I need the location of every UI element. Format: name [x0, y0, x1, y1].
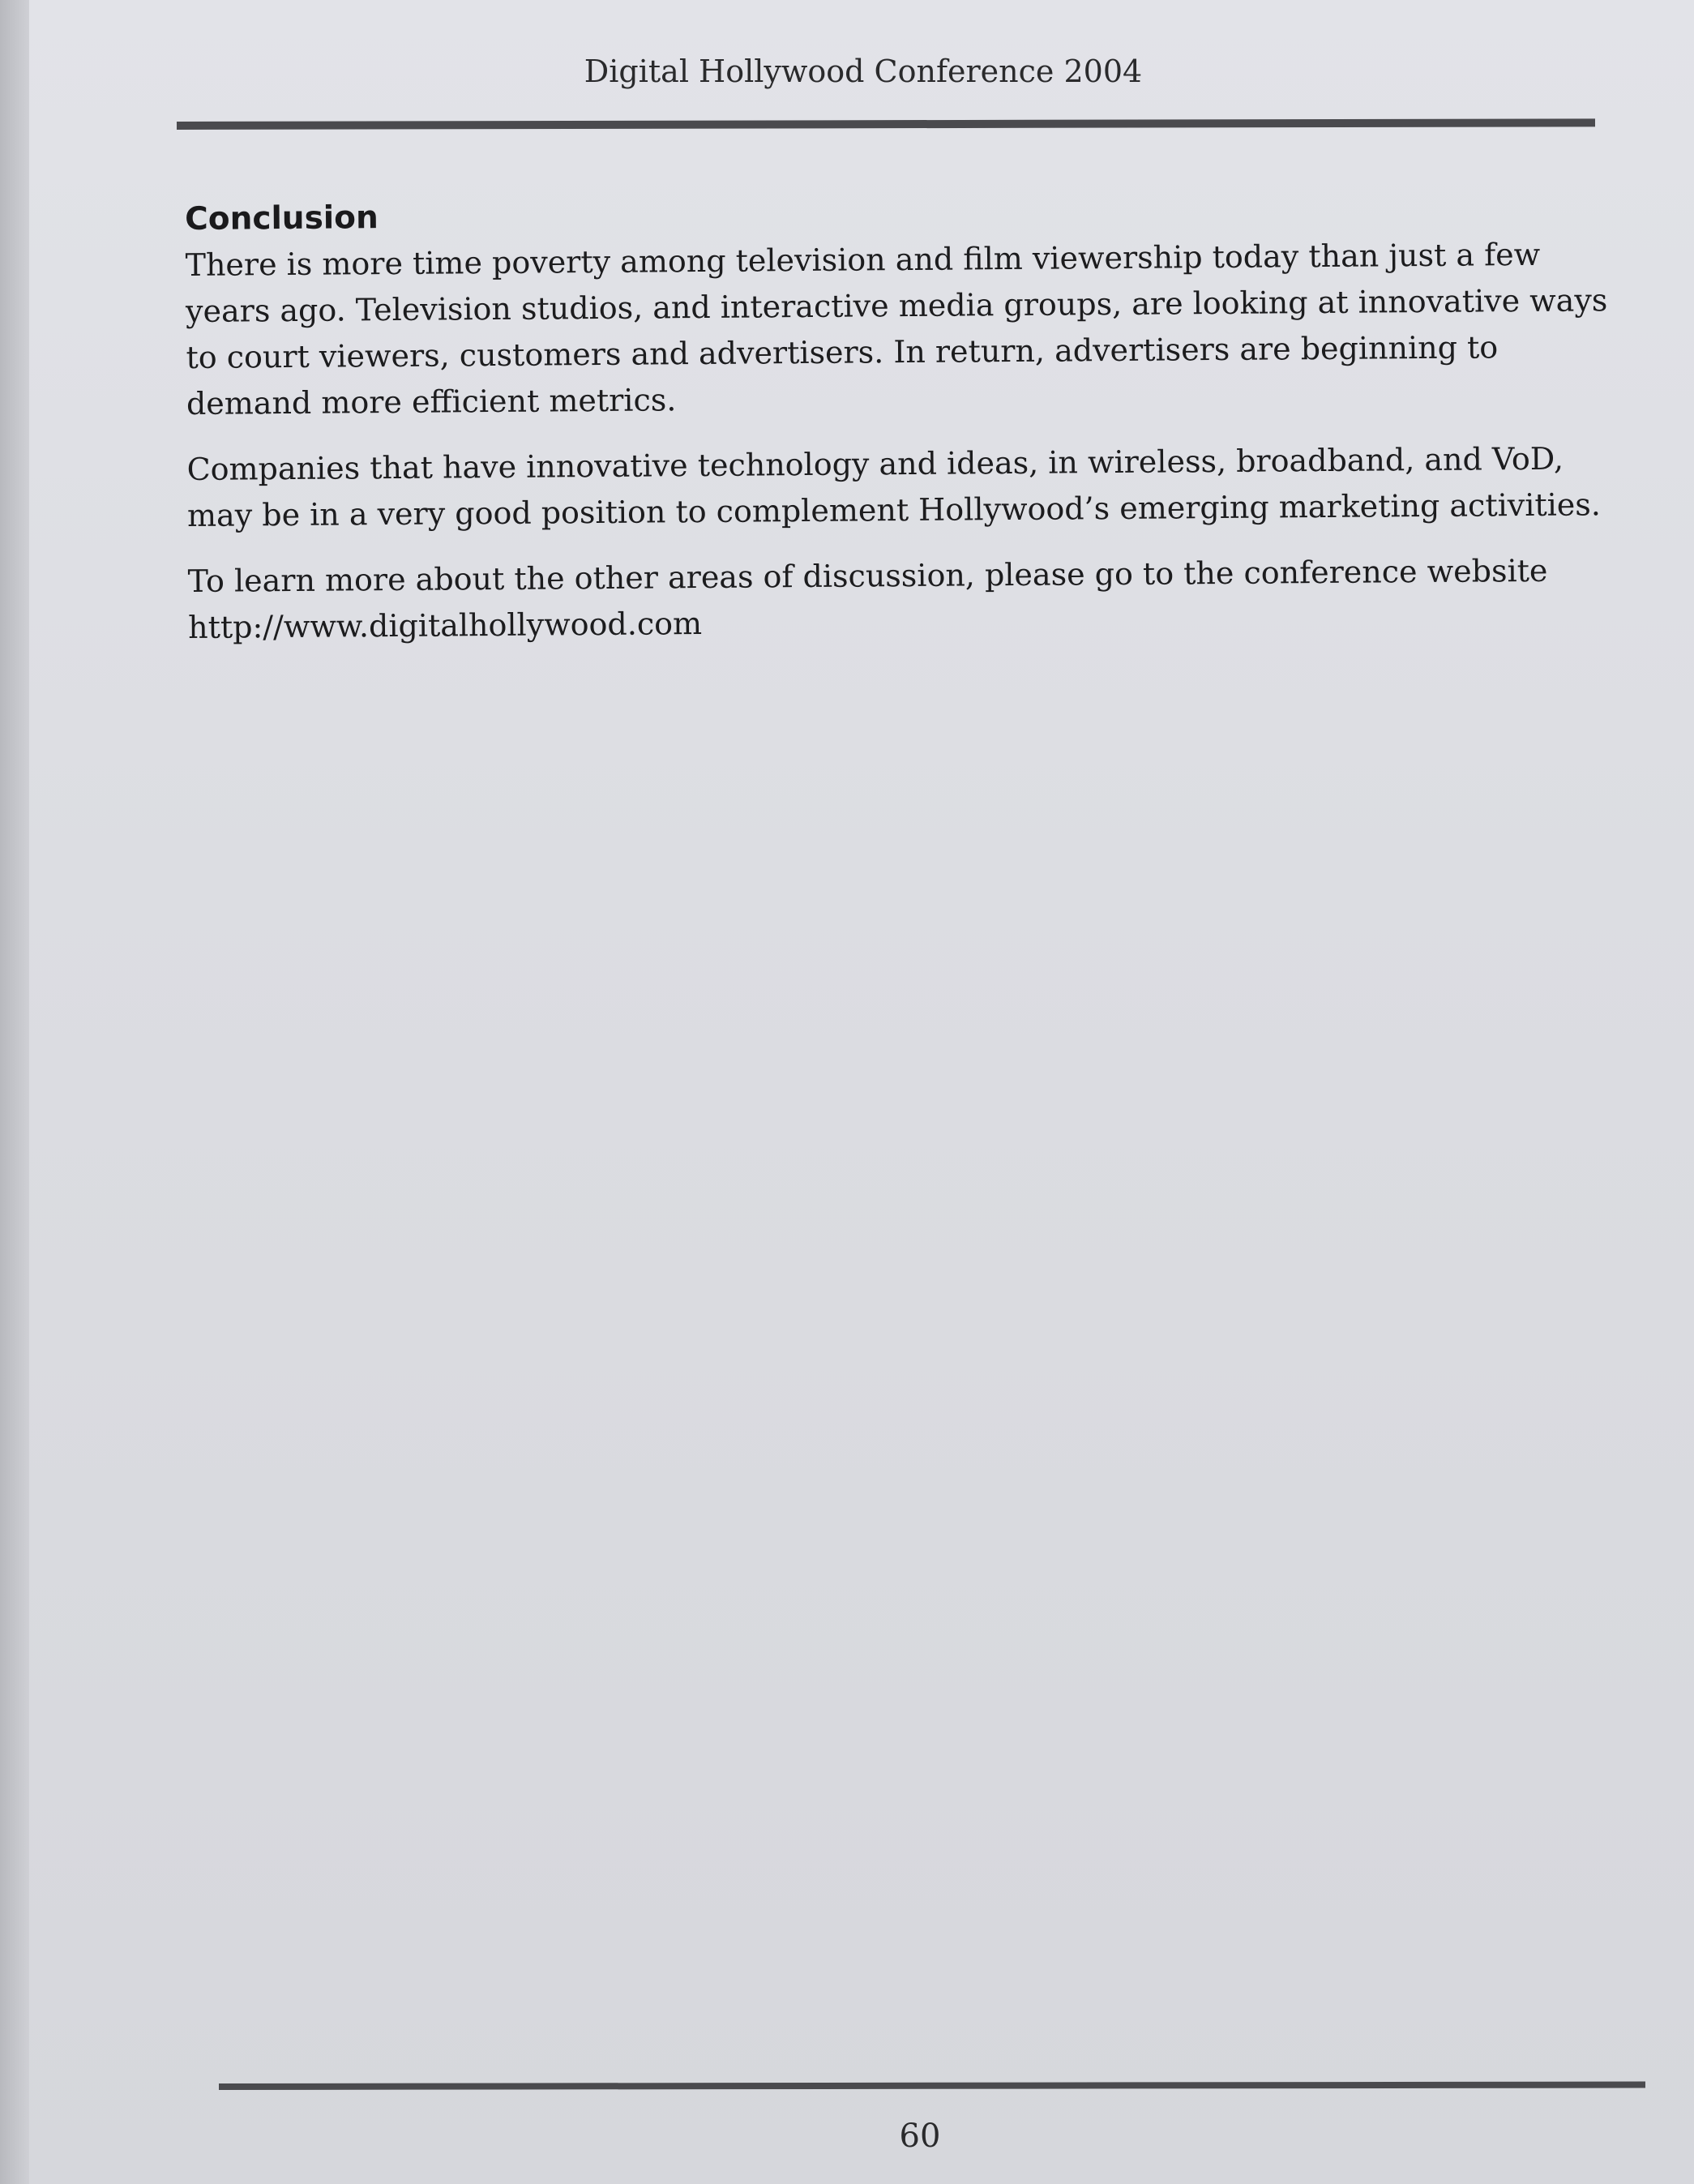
header-rule — [177, 118, 1595, 130]
page-binding-edge — [0, 0, 29, 2184]
paragraph-learn-more: To learn more about the other areas of discussion, please go to the conference website http://www.digitalhollywood.com — [187, 552, 1548, 645]
paragraph-time-poverty: There is more time poverty among television and film viewership today than just a few years ago. Television studios, and interactive media groups, are looking at innovative ways to court viewers, customers and advertisers. In return, advertisers are beginning to demand more efficient metrics. — [185, 236, 1608, 422]
running-header-title: Digital Hollywood Conference 2004 — [584, 54, 1143, 89]
conclusion-section — [185, 190, 1615, 670]
section-heading: Conclusion — [185, 199, 379, 238]
footer-rule — [219, 2082, 1645, 2090]
page-number: 60 — [899, 2118, 941, 2155]
paragraph-innovative-companies: Companies that have innovative technology and ideas, in wireless, broadband, and VoD, may be in a very good position to complement Hollywood’s emerging marketing activities. — [186, 440, 1602, 533]
